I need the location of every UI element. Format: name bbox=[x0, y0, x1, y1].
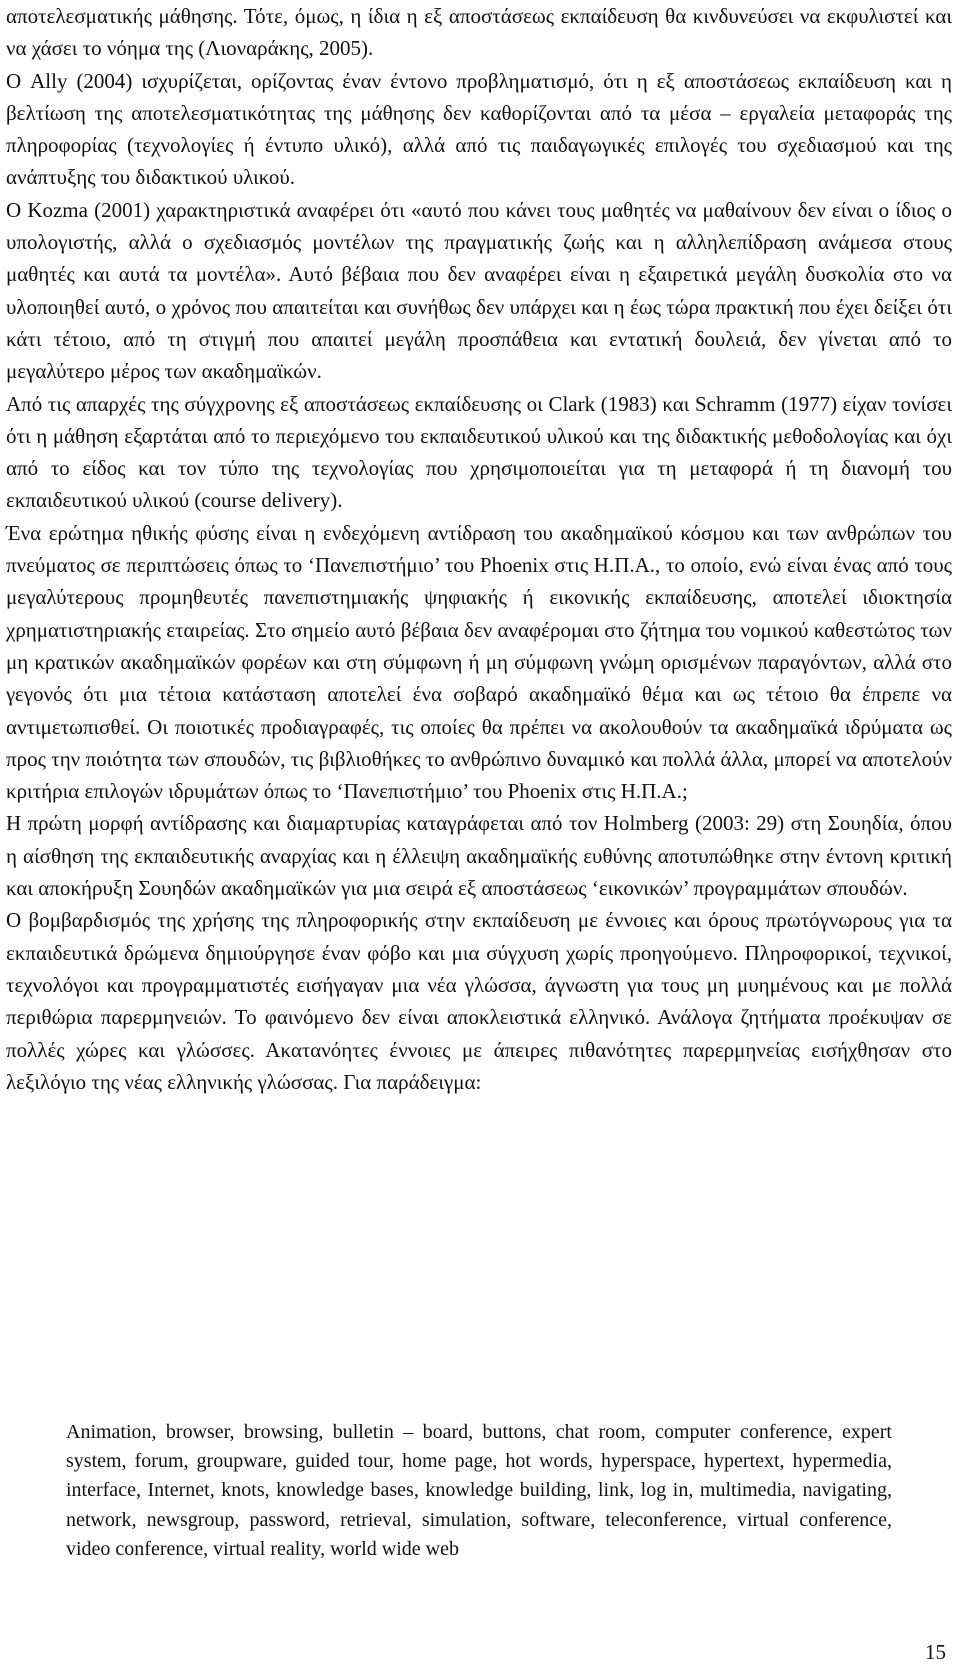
page-number: 15 bbox=[925, 1640, 946, 1664]
terms-example-block: Animation, browser, browsing, bulletin – board, buttons, chat room, computer conference, expert system, forum, groupware, guided tour, home page, hot words, hyperspace, hypertext, hypermedia, interface, Internet, knots, knowledge bases, knowledge building, link, log in, multimedia, navigating, network, newsgroup, password, retrieval, simulation, software, teleconference, virtual conference, video conference, virtual reality, world wide web bbox=[66, 1421, 892, 1560]
document-page bbox=[6, 0, 952, 1098]
paragraph-2: Ο Ally (2004) ισχυρίζεται, ορίζοντας έναν έντονο προβληματισμό, ότι η εξ αποστάσεως εκπαίδευση και η βελτίωση της αποτελεσματικότητας της μάθησης δεν καθορίζονται από τα μέσα – εργαλεία μεταφοράς της πληροφορίας (τεχνολογίες ή έντυπο υλικό), αλλά από τις παιδαγωγικές επιλογές του σχεδιασμού και της ανάπτυξης του διδακτικού υλικού. bbox=[6, 68, 952, 190]
paragraph-7: Ο βομβαρδισμός της χρήσης της πληροφορικής στην εκπαίδευση με έννοιες και όρους πρωτόγνωρους για τα εκπαιδευτικά δρώμενα δημιούργησε έναν φόβο και μια σύγχυση χωρίς προηγούμενο. Πληροφορικοί, τεχνικοί, τεχνολόγοι και προγραμματιστές εισήγαγαν μια νέα γλώσσα, άγνωστη για τους μη μυημένους και με πολλά περιθώρια παρερμηνειών. Το φαινόμενο δεν είναι αποκλειστικά ελληνικό. Ανάλογα ζητήματα προέκυψαν σε πολλές χώρες και γλώσσες. Ακατανόητες έννοιες με άπειρες πιθανότητες παρερμηνείας εισήχθησαν στο λεξιλόγιο της νέας ελληνικής γλώσσας. Για παράδειγμα: bbox=[6, 908, 952, 1094]
paragraph-4: Από τις απαρχές της σύγχρονης εξ αποστάσεως εκπαίδευσης οι Clark (1983) και Schramm (1977) είχαν τονίσει ότι η μάθηση εξαρτάται από το περιεχόμενο του εκπαιδευτικού υλικού και της διδακτικής μεθοδολογίας και όχι από το είδος και τον τύπο της τεχνολογίας που χρησιμοποιείται για τη μεταφορά ή τη διανομή του εκπαιδευτικού υλικού (course delivery). bbox=[6, 391, 952, 513]
paragraph-5: Ένα ερώτημα ηθικής φύσης είναι η ενδεχόμενη αντίδραση του ακαδημαϊκού κόσμου και των ανθρώπων του πνεύματος σε περιπτώσεις όπως το ‘Πανεπιστήμιο’ του Phoenix στις Η.Π.Α., το οποίο, ενώ είναι ένας από τους μεγαλύτερους προμηθευτές πανεπιστημιακής ψηφιακής ή εικονικής εκπαίδευσης, αποτελεί ιδιοκτησία χρηματιστηριακής εταιρείας. Στο σημείο αυτό βέβαια δεν αναφέρομαι στο ζήτημα του νομικού καθεστώτος των μη κρατικών ακαδημαϊκών φορέων και στη σύμφωνη ή μη σύμφωνη γνώμη ορισμένων παραγόντων, αλλά στο γεγονός ότι μια τέτοια κατάσταση αποτελεί ένα σοβαρό ακαδημαϊκό θέμα και ως τέτοιο θα έπρεπε να αντιμετωπισθεί. Οι ποιοτικές προδιαγραφές, τις οποίες θα πρέπει να ακολουθούν τα ακαδημαϊκά ιδρύματα ως προς την ποιότητα των σπουδών, τις βιβλιοθήκες το ανθρώπινο δυναμικό και πολλά άλλα, μπορεί να αποτελούν κριτήρια επιλογών ιδρυμάτων όπως το ‘Πανεπιστήμιο’ του Phoenix στις Η.Π.Α.; bbox=[6, 520, 952, 804]
paragraph-1: αποτελεσματικής μάθησης. Τότε, όμως, η ίδια η εξ αποστάσεως εκπαίδευση θα κινδυνεύσει να εκφυλιστεί και να χάσει το νόημα της (Λιοναράκης, 2005). bbox=[6, 4, 952, 61]
paragraph-3: Ο Kozma (2001) χαρακτηριστικά αναφέρει ότι «αυτό που κάνει τους μαθητές να μαθαίνουν δεν είναι ο ίδιος ο υπολογιστής, αλλά ο σχεδιασμός μοντέλων της πραγματικής ζωής και η αλληλεπίδραση ανάμεσα στους μαθητές και αυτά τα μοντέλα». Αυτό βέβαια που δεν αναφέρει είναι η εξαιρετικά μεγάλη δυσκολία στο να υλοποιηθεί αυτό, ο χρόνος που απαιτείται και συνήθως δεν υπάρχει και η έως τώρα πρακτική που έχει δείξει ότι κάτι τέτοιο, από τη στιγμή που απαιτεί μεγάλη προσπάθεια και εντατική δουλειά, δεν γίνεται από το μεγαλύτερο μέρος των ακαδημαϊκών. bbox=[6, 197, 952, 384]
paragraph-6: Η πρώτη μορφή αντίδρασης και διαμαρτυρίας καταγράφεται από τον Holmberg (2003: 29) στη Σουηδία, όπου η αίσθηση της εκπαιδευτικής αναρχίας και η έλλειψη ακαδημαϊκής ευθύνης αποτυπώθηκε στην έντονη κριτική και αποκήρυξη Σουηδών ακαδημαϊκών για μια σειρά εξ αποστάσεως ‘εικονικών’ προγραμμάτων σπουδών. bbox=[6, 811, 952, 901]
